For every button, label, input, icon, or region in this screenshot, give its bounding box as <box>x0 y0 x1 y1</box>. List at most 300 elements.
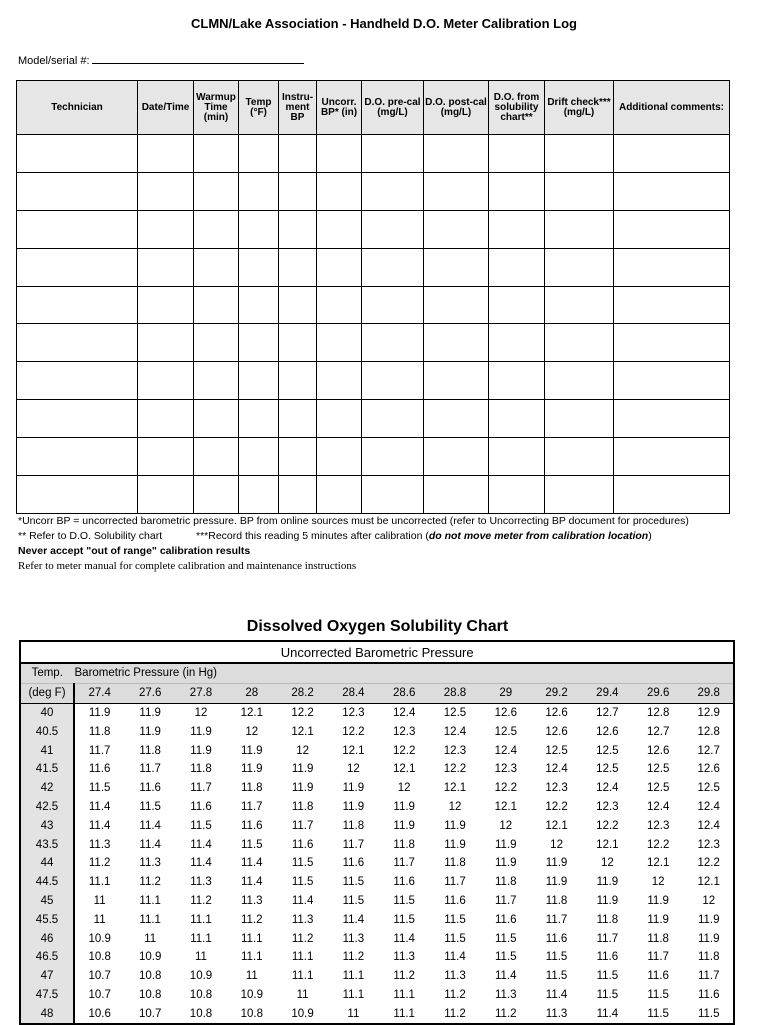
solubility-value-cell: 11.9 <box>139 706 161 719</box>
solubility-row <box>20 816 734 835</box>
temperature-cell: 47 <box>20 967 74 986</box>
solubility-value-cell: 11.9 <box>495 857 517 870</box>
log-entry-row <box>17 476 730 514</box>
log-entry-cell[interactable] <box>424 248 489 286</box>
solubility-value-cell: 11.9 <box>139 725 161 738</box>
solubility-value-cell: 12.1 <box>240 706 263 719</box>
log-entry-cell[interactable] <box>17 438 138 476</box>
solubility-value-cell: 10.7 <box>88 988 111 1001</box>
temperature-cell: 43.5 <box>20 835 74 854</box>
log-entry-cell[interactable] <box>362 210 424 248</box>
log-entry-cell[interactable] <box>138 324 194 362</box>
solubility-value-cell: 11.5 <box>647 988 669 1001</box>
model-serial-field <box>18 54 304 67</box>
solubility-value-cell: 11.2 <box>241 913 263 926</box>
solubility-value-cell: 11.3 <box>241 894 263 907</box>
log-header-cell: Additional comments: <box>614 81 730 135</box>
solubility-value-cell: 11.6 <box>139 782 161 795</box>
solubility-value-cell: 11.5 <box>495 932 517 945</box>
note-solubility: ** Refer to D.O. Solubility chart <box>18 530 163 542</box>
log-entry-cell[interactable] <box>138 438 194 476</box>
log-entry-cell[interactable] <box>424 286 489 324</box>
log-entry-cell[interactable] <box>138 362 194 400</box>
solubility-value-cell: 12.1 <box>342 744 365 757</box>
solubility-value-cell: 11.7 <box>88 744 111 757</box>
solubility-value-cell: 11.2 <box>444 1007 466 1020</box>
solubility-value-cell: 11.7 <box>342 838 365 851</box>
log-header-cell: Warmup Time (min) <box>194 81 239 135</box>
solubility-value-cell: 11 <box>347 1007 360 1020</box>
log-entry-cell[interactable] <box>194 362 239 400</box>
solubility-row <box>20 760 734 779</box>
solubility-value-cell: 11.8 <box>88 725 111 738</box>
solubility-value-cell: 11.7 <box>545 913 568 926</box>
solubility-value-cell: 11.5 <box>697 1007 720 1020</box>
solubility-value-cell: 11.9 <box>545 876 568 889</box>
log-entry-cell[interactable] <box>17 172 138 210</box>
log-entry-cell[interactable] <box>545 210 614 248</box>
log-entry-cell[interactable] <box>194 324 239 362</box>
solubility-value-cell: 11.9 <box>545 857 568 870</box>
solubility-value-cell: 11.4 <box>139 838 161 851</box>
log-entry-cell[interactable] <box>279 362 317 400</box>
solubility-value-cell: 11.5 <box>291 857 314 870</box>
log-entry-cell[interactable] <box>317 400 362 438</box>
solubility-value-cell: 12 <box>600 857 614 870</box>
solubility-value-cell: 12.8 <box>697 725 720 738</box>
log-entry-cell[interactable] <box>614 324 730 362</box>
solubility-value-cell: 11.8 <box>647 932 669 945</box>
solubility-value-cell: 11.8 <box>545 894 568 907</box>
note-solubility-drift <box>18 529 689 544</box>
solubility-value-cell: 12.4 <box>697 800 720 813</box>
solubility-value-cell: 12.6 <box>697 763 720 776</box>
solubility-value-cell: 11.9 <box>342 782 365 795</box>
solubility-value-cell: 11 <box>93 894 106 907</box>
log-entry-cell[interactable] <box>17 135 138 173</box>
solubility-value-cell: 11.4 <box>88 800 111 813</box>
solubility-value-cell: 12.5 <box>697 782 720 795</box>
log-entry-cell[interactable] <box>138 286 194 324</box>
solubility-value-cell: 11.3 <box>139 857 161 870</box>
log-entry-cell[interactable] <box>317 135 362 173</box>
solubility-value-cell: 11.9 <box>190 744 212 757</box>
log-entry-cell[interactable] <box>194 438 239 476</box>
log-entry-cell[interactable] <box>489 248 545 286</box>
log-header-cell: D.O. from solubility chart** <box>489 81 545 135</box>
log-entry-cell[interactable] <box>239 248 279 286</box>
pressure-header-cell: 29.2 <box>531 683 582 703</box>
log-entry-cell[interactable] <box>424 210 489 248</box>
solubility-value-cell: 11.1 <box>393 1007 415 1020</box>
solubility-value-cell: 11.1 <box>342 970 365 983</box>
log-entry-cell[interactable] <box>317 362 362 400</box>
solubility-row <box>20 948 734 967</box>
log-entry-cell[interactable] <box>17 400 138 438</box>
solubility-value-cell: 11.9 <box>697 932 720 945</box>
solubility-value-cell: 12.1 <box>291 725 314 738</box>
log-entry-cell[interactable] <box>614 172 730 210</box>
log-entry-cell[interactable] <box>545 172 614 210</box>
solubility-value-cell: 11.2 <box>495 1007 517 1020</box>
solubility-value-cell: 11 <box>296 988 309 1001</box>
solubility-value-cell: 11.6 <box>393 876 415 889</box>
solubility-value-cell: 11.6 <box>495 913 517 926</box>
log-entry-row <box>17 362 730 400</box>
log-entry-cell[interactable] <box>239 400 279 438</box>
log-entry-cell[interactable] <box>279 286 317 324</box>
solubility-value-cell: 12 <box>397 782 411 795</box>
solubility-value-cell: 12.7 <box>697 744 720 757</box>
temperature-cell: 42 <box>20 779 74 798</box>
log-entry-cell[interactable] <box>138 400 194 438</box>
solubility-value-cell: 12.3 <box>697 838 720 851</box>
solubility-value-cell: 11.5 <box>393 894 415 907</box>
log-entry-cell[interactable] <box>17 210 138 248</box>
solubility-value-cell: 11.6 <box>647 970 669 983</box>
log-entry-cell[interactable] <box>317 476 362 514</box>
log-entry-cell[interactable] <box>614 286 730 324</box>
log-entry-cell[interactable] <box>17 324 138 362</box>
solubility-chart-title: Dissolved Oxygen Solubility Chart <box>246 618 509 635</box>
log-entry-cell[interactable] <box>279 438 317 476</box>
log-entry-cell[interactable] <box>138 476 194 514</box>
log-entry-cell[interactable] <box>279 210 317 248</box>
log-entry-cell[interactable] <box>279 476 317 514</box>
log-entry-cell[interactable] <box>239 286 279 324</box>
log-entry-cell[interactable] <box>424 438 489 476</box>
solubility-row <box>20 986 734 1005</box>
solubility-value-cell: 12.6 <box>545 725 568 738</box>
log-entry-cell[interactable] <box>545 248 614 286</box>
solubility-row <box>20 1004 734 1024</box>
solubility-value-cell: 11.3 <box>88 838 111 851</box>
log-entry-row <box>17 438 730 476</box>
solubility-value-cell: 11.9 <box>495 838 517 851</box>
solubility-value-cell: 11.3 <box>190 876 212 889</box>
solubility-value-cell: 12 <box>194 706 208 719</box>
solubility-value-cell: 10.8 <box>189 1007 213 1020</box>
log-entry-cell[interactable] <box>317 172 362 210</box>
log-entry-row <box>17 400 730 438</box>
solubility-value-cell: 11.6 <box>88 763 111 776</box>
log-header-cell: Technician <box>17 81 138 135</box>
solubility-value-cell: 11.6 <box>291 838 314 851</box>
log-entry-cell[interactable] <box>545 476 614 514</box>
solubility-value-cell: 12.2 <box>392 744 416 757</box>
solubility-row <box>20 741 734 760</box>
solubility-value-cell: 12.1 <box>646 857 670 870</box>
bp-label: Barometric Pressure (in Hg) <box>74 663 734 683</box>
temperature-cell: 46.5 <box>20 948 74 967</box>
log-entry-cell[interactable] <box>279 324 317 362</box>
log-entry-cell[interactable] <box>362 135 424 173</box>
log-entry-cell[interactable] <box>239 210 279 248</box>
log-header-cell: D.O. pre-cal (mg/L) <box>362 81 424 135</box>
log-entry-cell[interactable] <box>17 476 138 514</box>
solubility-value-cell: 11.4 <box>241 857 263 870</box>
solubility-value-cell: 12.1 <box>392 763 416 776</box>
log-entry-cell[interactable] <box>17 286 138 324</box>
solubility-row <box>20 873 734 892</box>
solubility-value-cell: 12.6 <box>545 706 568 719</box>
solubility-value-cell: 11.5 <box>393 913 415 926</box>
log-entry-cell[interactable] <box>614 362 730 400</box>
solubility-value-cell: 12 <box>499 819 513 832</box>
solubility-value-cell: 11.1 <box>190 913 212 926</box>
solubility-value-cell: 11.5 <box>545 951 568 964</box>
solubility-value-cell: 11.7 <box>190 782 212 795</box>
note-meter-manual: Refer to meter manual for complete calibration and maintenance instructions <box>18 560 357 572</box>
temperature-cell: 41 <box>20 741 74 760</box>
note-out-of-range: Never accept "out of range" calibration results <box>18 545 251 557</box>
solubility-value-cell: 11.9 <box>647 913 669 926</box>
log-entry-cell[interactable] <box>614 135 730 173</box>
solubility-value-cell: 11.3 <box>444 970 466 983</box>
temperature-cell: 46 <box>20 929 74 948</box>
temperature-cell: 40.5 <box>20 722 74 741</box>
solubility-value-cell: 11.1 <box>139 894 161 907</box>
log-entry-cell[interactable] <box>424 400 489 438</box>
solubility-value-cell: 12.6 <box>646 744 670 757</box>
log-entry-cell[interactable] <box>545 400 614 438</box>
solubility-value-cell: 12.4 <box>646 800 670 813</box>
solubility-value-cell: 11.5 <box>342 876 365 889</box>
log-entry-cell[interactable] <box>17 248 138 286</box>
solubility-row <box>20 703 734 722</box>
solubility-value-cell: 11.3 <box>291 913 314 926</box>
solubility-value-cell: 12.3 <box>646 819 670 832</box>
solubility-value-cell: 11 <box>245 970 258 983</box>
temperature-cell: 42.5 <box>20 798 74 817</box>
solubility-value-cell: 12.6 <box>596 725 619 738</box>
solubility-value-cell: 11.4 <box>139 819 161 832</box>
log-entry-row <box>17 172 730 210</box>
log-entry-cell[interactable] <box>424 172 489 210</box>
solubility-value-cell: 11.5 <box>596 988 619 1001</box>
log-entry-cell[interactable] <box>138 172 194 210</box>
log-entry-cell[interactable] <box>545 135 614 173</box>
log-entry-cell[interactable] <box>194 135 239 173</box>
log-entry-cell[interactable] <box>194 476 239 514</box>
log-entry-cell[interactable] <box>362 324 424 362</box>
log-entry-cell[interactable] <box>317 438 362 476</box>
log-entry-cell[interactable] <box>239 135 279 173</box>
log-entry-cell[interactable] <box>239 172 279 210</box>
log-entry-cell[interactable] <box>194 172 239 210</box>
solubility-value-cell: 11.2 <box>190 894 212 907</box>
temperature-cell: 45 <box>20 892 74 911</box>
solubility-value-cell: 11.5 <box>545 970 568 983</box>
solubility-value-cell: 11.8 <box>291 800 314 813</box>
log-entry-cell[interactable] <box>362 286 424 324</box>
solubility-value-cell: 10.7 <box>88 970 111 983</box>
solubility-value-cell: 12.2 <box>545 800 568 813</box>
solubility-value-cell: 10.9 <box>189 970 213 983</box>
solubility-value-cell: 11.8 <box>190 763 212 776</box>
solubility-value-cell: 11.5 <box>88 782 111 795</box>
solubility-row <box>20 967 734 986</box>
log-entry-cell[interactable] <box>138 135 194 173</box>
log-entry-cell[interactable] <box>317 324 362 362</box>
log-entry-row <box>17 210 730 248</box>
solubility-value-cell: 11.5 <box>190 819 212 832</box>
solubility-value-cell: 11.7 <box>697 970 720 983</box>
log-entry-cell[interactable] <box>138 248 194 286</box>
log-entry-cell[interactable] <box>489 324 545 362</box>
solubility-value-cell: 11.8 <box>444 857 466 870</box>
log-entry-cell[interactable] <box>545 324 614 362</box>
log-entry-cell[interactable] <box>362 248 424 286</box>
log-entry-cell[interactable] <box>489 172 545 210</box>
solubility-value-cell: 11.1 <box>393 988 415 1001</box>
solubility-value-cell: 12.1 <box>596 838 619 851</box>
log-header-cell: Date/Time <box>138 81 194 135</box>
log-entry-cell[interactable] <box>317 286 362 324</box>
solubility-value-cell: 11.9 <box>241 763 263 776</box>
log-entry-cell[interactable] <box>489 286 545 324</box>
solubility-value-cell: 12.3 <box>342 706 365 719</box>
solubility-value-cell: 11.8 <box>241 782 263 795</box>
solubility-value-cell: 11.4 <box>342 913 365 926</box>
solubility-value-cell: 12.2 <box>291 706 314 719</box>
log-entry-cell[interactable] <box>239 438 279 476</box>
log-entry-cell[interactable] <box>239 362 279 400</box>
pressure-header-cell: 27.6 <box>125 683 176 703</box>
solubility-value-cell: 12.2 <box>596 819 619 832</box>
calibration-log-table <box>16 80 730 514</box>
solubility-value-cell: 11.9 <box>596 876 619 889</box>
log-entry-cell[interactable] <box>279 400 317 438</box>
solubility-value-cell: 10.8 <box>189 988 213 1001</box>
solubility-value-cell: 11.2 <box>393 970 415 983</box>
solubility-value-cell: 11.9 <box>190 725 212 738</box>
log-entry-cell[interactable] <box>138 210 194 248</box>
solubility-value-cell: 11.4 <box>291 894 314 907</box>
solubility-value-cell: 12 <box>296 744 309 757</box>
solubility-value-cell: 12.4 <box>392 706 416 719</box>
solubility-value-cell: 11.8 <box>342 819 365 832</box>
log-entry-cell[interactable] <box>362 362 424 400</box>
solubility-row <box>20 854 734 873</box>
log-entry-cell[interactable] <box>279 248 317 286</box>
log-header-cell: Uncorr. BP* (in) <box>317 81 362 135</box>
solubility-value-cell: 11.5 <box>241 838 263 851</box>
solubility-value-cell: 11.6 <box>697 988 720 1001</box>
log-entry-row <box>17 324 730 362</box>
log-entry-cell[interactable] <box>424 135 489 173</box>
log-entry-cell[interactable] <box>489 438 545 476</box>
solubility-value-cell: 11.1 <box>291 970 314 983</box>
solubility-value-cell: 12.5 <box>646 763 670 776</box>
log-entry-cell[interactable] <box>614 438 730 476</box>
solubility-value-cell: 11.5 <box>647 1007 669 1020</box>
log-entry-cell[interactable] <box>317 210 362 248</box>
solubility-value-cell: 11.4 <box>596 1007 619 1020</box>
log-entry-cell[interactable] <box>489 135 545 173</box>
temperature-cell: 40 <box>20 703 74 722</box>
log-entry-cell[interactable] <box>239 476 279 514</box>
log-entry-cell[interactable] <box>194 400 239 438</box>
log-entry-cell[interactable] <box>614 476 730 514</box>
log-entry-cell[interactable] <box>17 362 138 400</box>
log-entry-cell[interactable] <box>614 400 730 438</box>
log-entry-cell[interactable] <box>317 248 362 286</box>
temperature-cell: 41.5 <box>20 760 74 779</box>
solubility-value-cell: 11.6 <box>241 819 263 832</box>
temperature-cell: 43 <box>20 816 74 835</box>
solubility-value-cell: 12.1 <box>545 819 568 832</box>
log-entry-cell[interactable] <box>424 324 489 362</box>
log-header-cell: Instru-ment BP <box>279 81 317 135</box>
log-entry-cell[interactable] <box>362 400 424 438</box>
log-entry-cell[interactable] <box>545 286 614 324</box>
log-entry-cell[interactable] <box>614 248 730 286</box>
log-entry-cell[interactable] <box>362 476 424 514</box>
solubility-row <box>20 779 734 798</box>
solubility-row <box>20 892 734 911</box>
log-header-cell: Temp (°F) <box>239 81 279 135</box>
log-entry-cell[interactable] <box>194 210 239 248</box>
pressure-header-row <box>20 683 734 703</box>
solubility-value-cell: 12 <box>651 876 665 889</box>
log-entry-cell[interactable] <box>194 248 239 286</box>
solubility-value-cell: 11.9 <box>647 894 669 907</box>
solubility-value-cell: 12.4 <box>545 763 568 776</box>
log-entry-cell[interactable] <box>424 476 489 514</box>
log-entry-cell[interactable] <box>194 286 239 324</box>
log-entry-cell[interactable] <box>239 324 279 362</box>
solubility-value-cell: 10.6 <box>88 1007 111 1020</box>
solubility-value-cell: 11.9 <box>393 819 415 832</box>
pressure-header-cell: 28 <box>226 683 277 703</box>
log-entry-cell[interactable] <box>279 172 317 210</box>
log-entry-cell[interactable] <box>279 135 317 173</box>
model-serial-blank-line <box>92 54 304 64</box>
log-entry-cell[interactable] <box>489 362 545 400</box>
solubility-value-cell: 11.5 <box>139 800 161 813</box>
log-entry-cell[interactable] <box>489 400 545 438</box>
log-entry-cell[interactable] <box>545 438 614 476</box>
log-entry-cell[interactable] <box>362 438 424 476</box>
solubility-value-cell: 11.9 <box>88 706 111 719</box>
solubility-value-cell: 11.5 <box>342 894 365 907</box>
solubility-value-cell: 11.5 <box>495 951 517 964</box>
log-entry-cell[interactable] <box>489 210 545 248</box>
log-entry-row <box>17 286 730 324</box>
solubility-value-cell: 12 <box>346 763 360 776</box>
log-entry-cell[interactable] <box>362 172 424 210</box>
solubility-value-cell: 12.9 <box>697 706 720 719</box>
note-drift-close: ) <box>648 530 652 542</box>
solubility-value-cell: 12.3 <box>392 725 416 738</box>
solubility-value-cell: 11.2 <box>444 988 466 1001</box>
note-drift-emphasis: do not move meter from calibration location <box>428 530 649 542</box>
log-entry-cell[interactable] <box>614 210 730 248</box>
solubility-value-cell: 12.2 <box>443 763 467 776</box>
solubility-value-cell: 12 <box>245 725 259 738</box>
log-entry-cell[interactable] <box>489 476 545 514</box>
pressure-header-cell: 28.2 <box>277 683 328 703</box>
pressure-header-cell: 29.4 <box>582 683 633 703</box>
log-entry-cell[interactable] <box>424 362 489 400</box>
solubility-value-cell: 12.1 <box>697 876 720 889</box>
solubility-row <box>20 929 734 948</box>
model-serial-label: Model/serial #: <box>18 55 90 67</box>
temperature-cell: 48 <box>20 1004 74 1024</box>
log-entry-cell[interactable] <box>545 362 614 400</box>
solubility-value-cell: 12.4 <box>443 725 467 738</box>
